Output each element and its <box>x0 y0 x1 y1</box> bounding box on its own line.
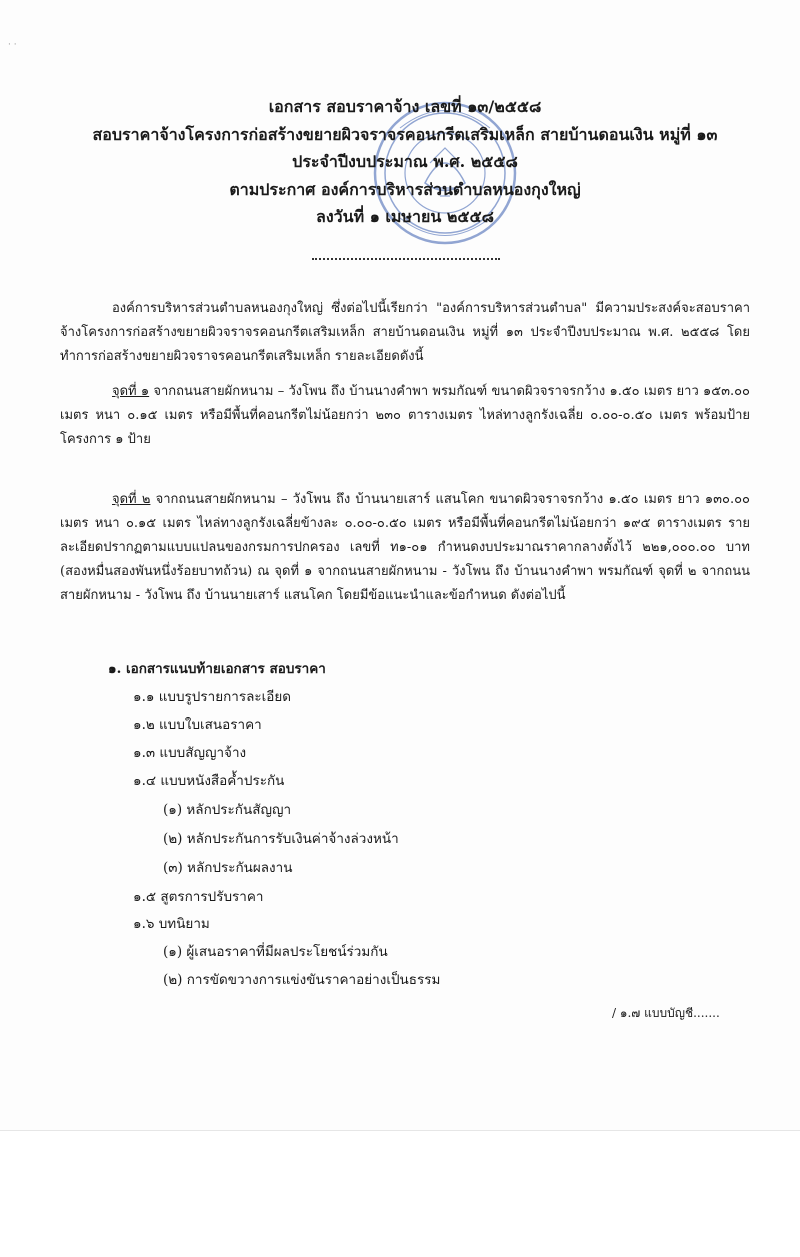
point-2-paragraph <box>60 488 750 608</box>
intro-paragraph: องค์การบริหารส่วนตำบลหนองกุงใหญ่ ซึ่งต่อไปนี้เรียกว่า "องค์การบริหารส่วนตำบล" มีความประสงค์จะสอบราคาจ้างโครงการก่อสร้างขยายผิวจราจรคอนกรีตเสริมเหล็ก สายบ้านดอนเงิน หมู่ที่ ๑๓ ประจำปีงบประมาณ พ.ศ. ๒๕๕๘ โดยทำการก่อสร้างขยายผิวจราจรคอนกรีตเสริมเหล็ก รายละเอียดดังนี้ <box>60 301 750 364</box>
header-fiscal-year: ประจำปีงบประมาณ พ.ศ. ๒๕๕๘ <box>292 152 518 171</box>
header-date: ลงวันที่ ๑ เมษายน ๒๕๕๘ <box>316 207 494 226</box>
continuation-note: / ๑.๗ แบบบัญชี....... <box>612 1006 720 1020</box>
list-item: ๑.๕ สูตรการปรับราคา <box>133 889 264 905</box>
list-item: (๑) ผู้เสนอราคาที่มีผลประโยชน์ร่วมกัน <box>163 944 388 960</box>
header-document-number: เอกสาร สอบราคาจ้าง เลขที่ ๑๓/๒๕๕๘ <box>268 97 542 116</box>
point-2-label: จุดที่ ๒ <box>112 492 151 507</box>
dotted-divider <box>312 258 500 260</box>
list-item: (๓) หลักประกันผลงาน <box>163 860 293 876</box>
point-1-label: จุดที่ ๑ <box>112 384 150 399</box>
list-item: ๑.๔ แบบหนังสือค้ำประกัน <box>133 773 285 789</box>
list-item: (๑) หลักประกันสัญญา <box>163 802 292 818</box>
scan-artifact: · · <box>8 40 17 50</box>
point-1-text: จากถนนสายผักหนาม – วังโพน ถึง บ้านนางคำพา พรมกัณฑ์ ขนาดผิวจราจรกว้าง ๑.๕๐ เมตร ยาว ๑๕๓.๐๐ เมตร หนา ๐.๑๕ เมตร หรือมีพื้นที่คอนกรีตไม่น้อยกว่า ๒๓๐ ตารางเมตร ไหล่ทางลูกรังเฉลี่ย ๐.๐๐-๐.๕๐ เมตร พร้อมป้ายโครงการ ๑ ป้าย <box>60 384 750 447</box>
attachments-title: ๑. เอกสารแนบท้ายเอกสาร สอบราคา <box>108 661 326 677</box>
point-1-paragraph <box>60 380 750 452</box>
list-item: ๑.๒ แบบใบเสนอราคา <box>133 717 262 733</box>
document-header <box>60 93 750 231</box>
list-item: ๑.๖ บทนิยาม <box>133 916 210 932</box>
header-announcement: ตามประกาศ องค์การบริหารส่วนตำบลหนองกุงใหญ่ <box>229 179 581 199</box>
list-item: (๒) หลักประกันการรับเงินค่าจ้างล่วงหน้า <box>163 831 399 847</box>
list-item: ๑.๑ แบบรูปรายการละเอียด <box>133 689 292 705</box>
list-item: (๒) การขัดขวางการแข่งขันราคาอย่างเป็นธรรม <box>163 972 441 988</box>
point-2-text: จากถนนสายผักหนาม – วังโพน ถึง บ้านนายเสาร์ แสนโคก ขนาดผิวจราจรกว้าง ๑.๕๐ เมตร ยาว ๑๓๐.๐๐ เมตร หนา ๐.๑๕ เมตร ไหล่ทางลูกรังเฉลี่ยข้างละ ๐.๐๐-๐.๕๐ เมตร หรือมีพื้นที่คอนกรีตไม่น้อยกว่า ๑๙๕ ตารางเมตร รายละเอียดปรากฏตามแบบแปลนของกรมการปกครอง เลขที่ ท๑-๐๑ กำหนดงบประมาณราคากลางตั้งไว้ ๒๒๑,๐๐๐.๐๐ บาท (สองหมื่นสองพันหนึ่งร้อยบาทถ้วน) ณ จุดที่ ๑ จากถนนสายผักหนาม - วังโพน ถึง บ้านนางคำพา พรมกัณฑ์ จุดที่ ๒ จากถนนสายผักหนาม - วังโพน ถึง บ้านนายเสาร์ แสนโคก โดยมีข้อแนะนำและข้อกำหนด ดังต่อไปนี้ <box>60 492 750 603</box>
list-item: ๑.๓ แบบสัญญาจ้าง <box>133 745 247 761</box>
header-project-title: สอบราคาจ้างโครงการก่อสร้างขยายผิวจราจรคอนกรีตเสริมเหล็ก สายบ้านดอนเงิน หมู่ที่ ๑๓ <box>92 124 718 144</box>
